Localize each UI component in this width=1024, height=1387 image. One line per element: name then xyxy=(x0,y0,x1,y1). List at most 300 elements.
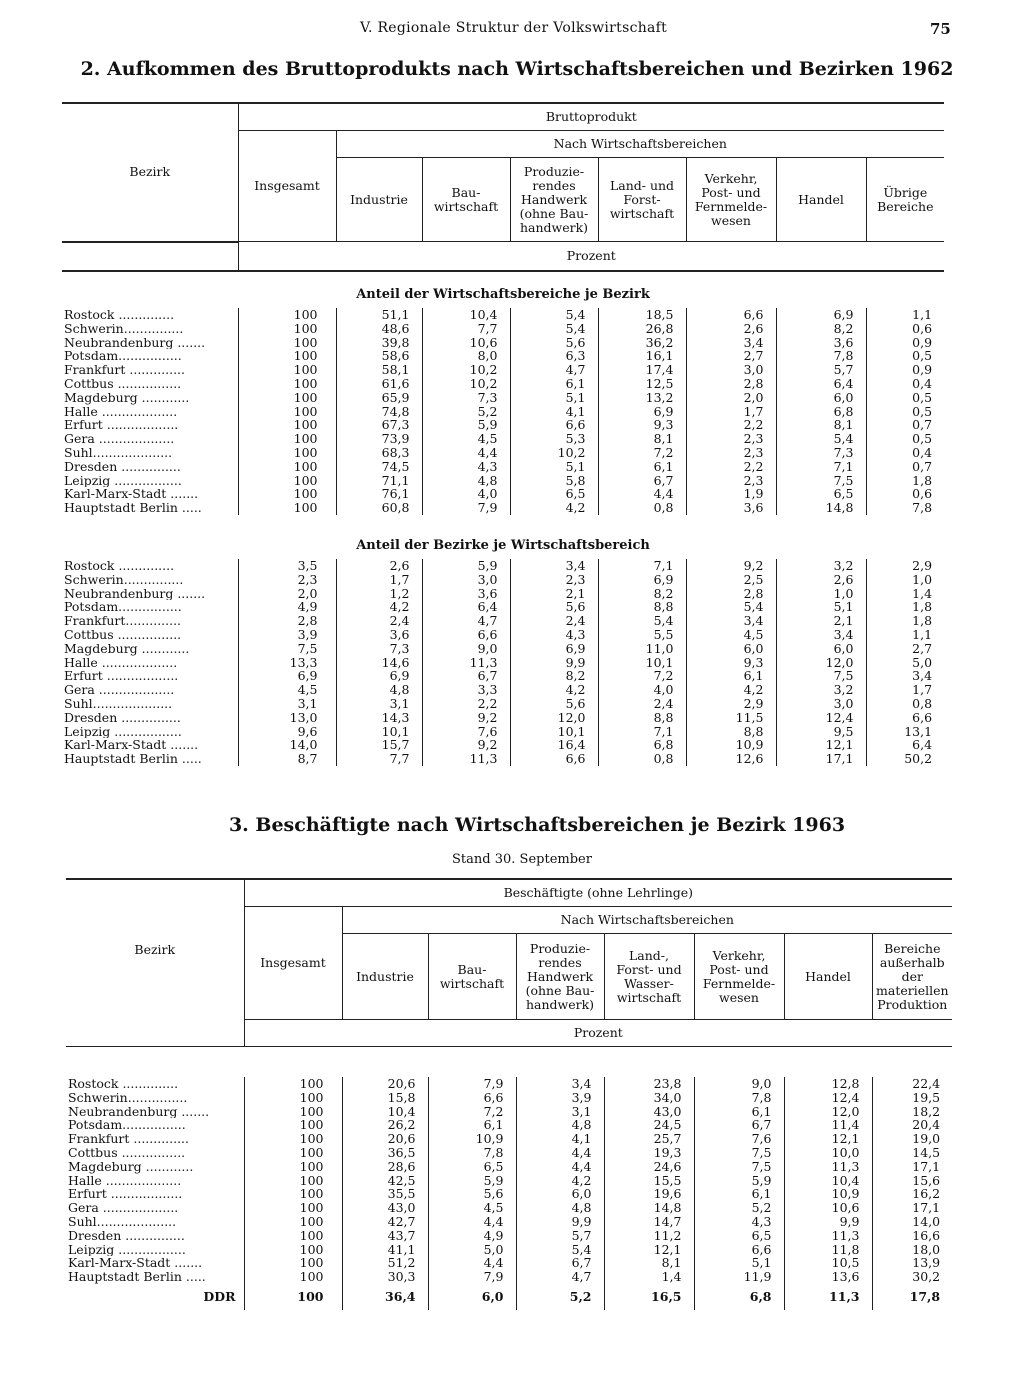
table-row xyxy=(62,600,944,614)
row-value: 12,4 xyxy=(776,711,866,725)
row-value: 10,6 xyxy=(422,336,510,350)
row-value: 42,5 xyxy=(342,1174,428,1188)
row-value: 4,7 xyxy=(422,614,510,628)
row-value: 2,5 xyxy=(686,573,776,587)
row-bezirk: Gera ................... xyxy=(64,432,175,446)
row-value: 4,4 xyxy=(598,487,686,501)
row-value: 6,5 xyxy=(428,1160,516,1174)
row-value: 6,9 xyxy=(598,405,686,419)
table-row xyxy=(62,573,944,587)
row-value: 14,5 xyxy=(872,1146,952,1160)
row-value: 9,0 xyxy=(422,642,510,656)
table-row xyxy=(62,501,944,515)
row-value: 58,1 xyxy=(336,363,422,377)
row-value: 4,2 xyxy=(510,683,598,697)
row-value: 4,1 xyxy=(510,405,598,419)
table-row xyxy=(62,405,944,419)
table2-title: 2. Aufkommen des Bruttoprodukts nach Wirtschaftsbereichen und Bezirken 1962 xyxy=(80,58,954,80)
table-row xyxy=(66,1160,952,1174)
row-value: 6,9 xyxy=(336,669,422,683)
table-row xyxy=(62,474,944,488)
row-value: 100 xyxy=(244,1132,342,1146)
table-row xyxy=(62,446,944,460)
table-row xyxy=(66,1243,952,1257)
row-value: 1,4 xyxy=(604,1270,694,1284)
row-value: 6,1 xyxy=(694,1187,784,1201)
row-value: 6,9 xyxy=(776,308,866,322)
row-value: 100 xyxy=(238,377,336,391)
table-row xyxy=(62,669,944,683)
row-value: 9,9 xyxy=(784,1215,872,1229)
row-value: 100 xyxy=(244,1118,342,1132)
row-value: 10,9 xyxy=(784,1187,872,1201)
row-bezirk: Suhl.................... xyxy=(64,696,173,711)
running-title: V. Regionale Struktur der Volkswirtschaft xyxy=(360,20,668,36)
row-value: 0,8 xyxy=(598,501,686,515)
row-value: 12,0 xyxy=(510,711,598,725)
row-value: 4,9 xyxy=(238,600,336,614)
row-value: 5,4 xyxy=(598,614,686,628)
row-value: 9,6 xyxy=(238,725,336,739)
row-value: 3,1 xyxy=(516,1105,604,1119)
row-value: 13,0 xyxy=(238,711,336,725)
table3-header-col: Handel xyxy=(784,934,872,1020)
row-bezirk: Neubrandenburg ....... xyxy=(64,335,206,350)
row-value: 11,3 xyxy=(422,656,510,670)
row-value: 5,2 xyxy=(422,405,510,419)
row-value: 14,8 xyxy=(776,501,866,515)
row-value: 58,6 xyxy=(336,349,422,363)
table2-header-col: Verkehr, Post- und Fernmelde- wesen xyxy=(686,158,776,242)
row-value: 7,8 xyxy=(694,1091,784,1105)
row-value: 10,1 xyxy=(598,656,686,670)
row-value: 4,4 xyxy=(516,1146,604,1160)
row-bezirk: Hauptstadt Berlin ..... xyxy=(68,1270,206,1284)
row-value: 4,3 xyxy=(422,460,510,474)
row-value: 5,8 xyxy=(510,474,598,488)
row-value: 8,1 xyxy=(604,1256,694,1270)
total-value: 6,0 xyxy=(428,1284,516,1310)
table-row xyxy=(62,460,944,474)
row-value: 30,2 xyxy=(872,1270,952,1284)
row-bezirk: Frankfurt.............. xyxy=(64,614,182,628)
row-value: 10,5 xyxy=(784,1256,872,1270)
row-bezirk: Leipzig ................. xyxy=(64,724,182,739)
row-value: 6,5 xyxy=(776,487,866,501)
row-value: 11,3 xyxy=(784,1229,872,1243)
row-value: 9,0 xyxy=(694,1077,784,1091)
table-row xyxy=(62,418,944,432)
row-value: 3,1 xyxy=(238,697,336,711)
row-value: 43,0 xyxy=(604,1105,694,1119)
row-value: 5,4 xyxy=(510,308,598,322)
row-value: 4,2 xyxy=(336,600,422,614)
row-value: 6,5 xyxy=(694,1229,784,1243)
row-value: 7,2 xyxy=(428,1105,516,1119)
row-value: 1,7 xyxy=(686,405,776,419)
row-value: 0,5 xyxy=(866,405,944,419)
row-value: 74,8 xyxy=(336,405,422,419)
row-value: 34,0 xyxy=(604,1091,694,1105)
row-value: 4,3 xyxy=(510,628,598,642)
table-row xyxy=(62,391,944,405)
table-row xyxy=(66,1118,952,1132)
row-value: 3,6 xyxy=(686,501,776,515)
row-value: 6,7 xyxy=(422,669,510,683)
table3-title: 3. Beschäftigte nach Wirtschaftsbereichen je Bezirk 1963 xyxy=(228,814,846,836)
row-value: 1,0 xyxy=(866,573,944,587)
row-value: 14,0 xyxy=(238,738,336,752)
row-bezirk: Potsdam................ xyxy=(64,349,182,364)
row-value: 1,0 xyxy=(776,587,866,601)
row-value: 12,1 xyxy=(776,738,866,752)
row-bezirk: Rostock .............. xyxy=(64,558,175,573)
table-row xyxy=(66,1132,952,1146)
row-value: 100 xyxy=(238,501,336,515)
row-value: 12,4 xyxy=(784,1091,872,1105)
total-value: 5,2 xyxy=(516,1284,604,1310)
table-row xyxy=(62,363,944,377)
row-value: 4,7 xyxy=(510,363,598,377)
table3-header-col: Industrie xyxy=(342,934,428,1020)
row-value: 5,6 xyxy=(510,336,598,350)
row-value: 24,6 xyxy=(604,1160,694,1174)
row-value: 6,5 xyxy=(510,487,598,501)
total-label: DDR xyxy=(203,1288,236,1304)
row-value: 4,4 xyxy=(428,1256,516,1270)
row-value: 17,1 xyxy=(776,752,866,766)
row-bezirk: Schwerin............... xyxy=(68,1090,188,1105)
row-value: 25,7 xyxy=(604,1132,694,1146)
row-value: 7,3 xyxy=(336,642,422,656)
row-value: 30,3 xyxy=(342,1270,428,1284)
table-row xyxy=(62,628,944,642)
row-bezirk: Karl-Marx-Stadt ....... xyxy=(68,1256,203,1271)
row-value: 1,8 xyxy=(866,600,944,614)
row-value: 5,7 xyxy=(776,363,866,377)
row-value: 11,3 xyxy=(784,1160,872,1174)
row-value: 6,1 xyxy=(694,1105,784,1119)
row-value: 4,5 xyxy=(428,1201,516,1215)
row-value: 2,7 xyxy=(686,349,776,363)
row-value: 12,1 xyxy=(604,1243,694,1257)
row-value: 19,0 xyxy=(872,1132,952,1146)
table-row xyxy=(66,1229,952,1243)
table2-header-subgroup: Nach Wirtschaftsbereichen xyxy=(336,131,944,158)
row-value: 7,9 xyxy=(428,1270,516,1284)
row-value: 12,0 xyxy=(776,656,866,670)
row-value: 100 xyxy=(244,1243,342,1257)
row-value: 5,1 xyxy=(776,600,866,614)
row-value: 11,4 xyxy=(784,1118,872,1132)
row-value: 2,6 xyxy=(686,322,776,336)
table-row xyxy=(62,725,944,739)
table2-header-col: Handel xyxy=(776,158,866,242)
row-value: 18,5 xyxy=(598,308,686,322)
table2-header-col: Übrige Bereiche xyxy=(866,158,944,242)
row-value: 100 xyxy=(238,308,336,322)
row-value: 4,7 xyxy=(516,1270,604,1284)
row-value: 4,5 xyxy=(238,683,336,697)
row-value: 10,6 xyxy=(784,1201,872,1215)
row-value: 3,4 xyxy=(516,1077,604,1091)
row-value: 20,6 xyxy=(342,1132,428,1146)
row-value: 7,9 xyxy=(422,501,510,515)
row-value: 6,9 xyxy=(598,573,686,587)
row-value: 10,4 xyxy=(784,1174,872,1188)
table-row xyxy=(66,1174,952,1188)
row-value: 100 xyxy=(238,363,336,377)
row-value: 3,6 xyxy=(776,336,866,350)
row-value: 6,0 xyxy=(516,1187,604,1201)
running-head xyxy=(0,20,1024,42)
row-value: 2,4 xyxy=(598,697,686,711)
row-value: 14,8 xyxy=(604,1201,694,1215)
row-value: 1,2 xyxy=(336,587,422,601)
row-value: 7,8 xyxy=(428,1146,516,1160)
row-value: 2,4 xyxy=(510,614,598,628)
row-value: 3,5 xyxy=(238,559,336,573)
row-value: 74,5 xyxy=(336,460,422,474)
row-value: 6,1 xyxy=(428,1118,516,1132)
row-value: 4,0 xyxy=(598,683,686,697)
row-value: 24,5 xyxy=(604,1118,694,1132)
row-bezirk: Halle ................... xyxy=(64,404,178,419)
row-bezirk: Erfurt .................. xyxy=(64,418,179,433)
total-value: 16,5 xyxy=(604,1284,694,1310)
row-value: 11,3 xyxy=(422,752,510,766)
row-bezirk: Neubrandenburg ....... xyxy=(68,1104,210,1119)
table3-header-col: Bereiche außerhalb der materiellen Produktion xyxy=(872,934,952,1020)
row-value: 10,4 xyxy=(422,308,510,322)
row-value: 17,1 xyxy=(872,1160,952,1174)
row-value: 5,3 xyxy=(510,432,598,446)
row-value: 8,1 xyxy=(776,418,866,432)
row-value: 5,1 xyxy=(694,1256,784,1270)
row-value: 5,6 xyxy=(510,697,598,711)
table-row xyxy=(66,1091,952,1105)
row-value: 4,2 xyxy=(686,683,776,697)
table3-header-col: Bau- wirtschaft xyxy=(428,934,516,1020)
row-value: 4,4 xyxy=(516,1160,604,1174)
row-value: 20,4 xyxy=(872,1118,952,1132)
table2-header-bezirk: Bezirk xyxy=(62,103,238,242)
table-row xyxy=(66,1187,952,1201)
row-value: 73,9 xyxy=(336,432,422,446)
row-value: 100 xyxy=(238,418,336,432)
table-row xyxy=(66,1256,952,1270)
row-value: 5,0 xyxy=(866,656,944,670)
row-value: 3,9 xyxy=(516,1091,604,1105)
row-value: 2,2 xyxy=(686,460,776,474)
table2-header-col: Produzie- rendes Handwerk (ohne Bau- handwerk) xyxy=(510,158,598,242)
row-bezirk: Rostock .............. xyxy=(68,1077,179,1091)
row-bezirk: Halle ................... xyxy=(64,655,178,670)
row-bezirk: Rostock .............. xyxy=(64,308,175,322)
row-value: 43,0 xyxy=(342,1201,428,1215)
row-value: 1,8 xyxy=(866,614,944,628)
row-value: 3,2 xyxy=(776,683,866,697)
row-value: 7,8 xyxy=(776,349,866,363)
row-value: 0,5 xyxy=(866,432,944,446)
row-value: 6,7 xyxy=(598,474,686,488)
row-value: 10,1 xyxy=(510,725,598,739)
row-value: 6,8 xyxy=(598,738,686,752)
row-value: 0,6 xyxy=(866,322,944,336)
row-value: 11,0 xyxy=(598,642,686,656)
row-bezirk: Schwerin............... xyxy=(64,321,184,336)
table-row xyxy=(62,614,944,628)
row-value: 5,9 xyxy=(422,418,510,432)
row-value: 7,2 xyxy=(598,446,686,460)
row-value: 0,4 xyxy=(866,446,944,460)
row-value: 7,8 xyxy=(866,501,944,515)
row-value: 19,6 xyxy=(604,1187,694,1201)
row-value: 4,8 xyxy=(516,1201,604,1215)
row-value: 10,0 xyxy=(784,1146,872,1160)
row-value: 6,1 xyxy=(686,669,776,683)
row-value: 28,6 xyxy=(342,1160,428,1174)
table-row xyxy=(62,656,944,670)
row-value: 6,9 xyxy=(238,669,336,683)
row-value: 10,4 xyxy=(342,1105,428,1119)
row-value: 13,1 xyxy=(866,725,944,739)
table-row xyxy=(62,349,944,363)
table-row xyxy=(62,322,944,336)
row-value: 6,8 xyxy=(776,405,866,419)
row-value: 3,6 xyxy=(336,628,422,642)
table2-section2-title: Anteil der Bezirke je Wirtschaftsbereich xyxy=(356,537,650,553)
row-value: 4,5 xyxy=(422,432,510,446)
row-bezirk: Dresden ............... xyxy=(64,710,181,725)
row-bezirk: Schwerin............... xyxy=(64,572,184,587)
table2-header-insgesamt: Insgesamt xyxy=(238,131,336,242)
row-value: 5,9 xyxy=(694,1174,784,1188)
row-value: 14,7 xyxy=(604,1215,694,1229)
row-value: 1,7 xyxy=(866,683,944,697)
row-bezirk: Gera ................... xyxy=(64,683,175,697)
row-value: 10,1 xyxy=(336,725,422,739)
total-value: 36,4 xyxy=(342,1284,428,1310)
table-row xyxy=(62,738,944,752)
row-value: 12,1 xyxy=(784,1132,872,1146)
row-value: 5,4 xyxy=(510,322,598,336)
row-value: 7,5 xyxy=(238,642,336,656)
row-value: 5,4 xyxy=(686,600,776,614)
table-row xyxy=(66,1201,952,1215)
row-value: 12,0 xyxy=(784,1105,872,1119)
row-value: 5,7 xyxy=(516,1229,604,1243)
row-value: 11,5 xyxy=(686,711,776,725)
row-value: 2,0 xyxy=(238,587,336,601)
row-value: 3,6 xyxy=(422,587,510,601)
row-value: 6,6 xyxy=(686,308,776,322)
total-row xyxy=(66,1284,952,1310)
row-value: 6,7 xyxy=(516,1256,604,1270)
row-value: 12,8 xyxy=(784,1077,872,1091)
row-value: 8,2 xyxy=(510,669,598,683)
row-value: 1,7 xyxy=(336,573,422,587)
row-value: 100 xyxy=(238,391,336,405)
row-bezirk: Leipzig ................. xyxy=(64,473,182,488)
row-value: 10,2 xyxy=(422,363,510,377)
row-value: 9,5 xyxy=(776,725,866,739)
table-row xyxy=(62,711,944,725)
row-bezirk: Potsdam................ xyxy=(64,600,182,615)
row-value: 6,0 xyxy=(686,642,776,656)
row-value: 5,0 xyxy=(428,1243,516,1257)
row-value: 0,7 xyxy=(866,460,944,474)
row-value: 6,0 xyxy=(776,642,866,656)
row-value: 6,6 xyxy=(510,418,598,432)
row-value: 100 xyxy=(238,322,336,336)
table-row xyxy=(62,336,944,350)
row-value: 100 xyxy=(238,349,336,363)
row-bezirk: Neubrandenburg ....... xyxy=(64,586,206,601)
row-value: 7,1 xyxy=(776,460,866,474)
row-value: 3,3 xyxy=(422,683,510,697)
row-value: 100 xyxy=(238,474,336,488)
row-value: 20,6 xyxy=(342,1077,428,1091)
row-value: 65,9 xyxy=(336,391,422,405)
row-value: 0,7 xyxy=(866,418,944,432)
table3-header-col: Produzie- rendes Handwerk (ohne Bau- handwerk) xyxy=(516,934,604,1020)
total-value: 6,8 xyxy=(694,1284,784,1310)
row-value: 6,6 xyxy=(694,1243,784,1257)
row-value: 0,9 xyxy=(866,336,944,350)
row-value: 16,4 xyxy=(510,738,598,752)
row-value: 4,0 xyxy=(422,487,510,501)
row-value: 2,3 xyxy=(686,446,776,460)
row-value: 8,2 xyxy=(598,587,686,601)
row-value: 1,4 xyxy=(866,587,944,601)
row-value: 100 xyxy=(244,1215,342,1229)
table-row xyxy=(62,683,944,697)
row-value: 100 xyxy=(244,1201,342,1215)
row-bezirk: Hauptstadt Berlin ..... xyxy=(64,501,202,515)
row-value: 7,9 xyxy=(428,1077,516,1091)
row-value: 19,5 xyxy=(872,1091,952,1105)
row-value: 36,5 xyxy=(342,1146,428,1160)
row-value: 3,0 xyxy=(422,573,510,587)
table3-header-group: Beschäftigte (ohne Lehrlinge) xyxy=(244,879,952,907)
row-value: 100 xyxy=(244,1174,342,1188)
row-value: 100 xyxy=(244,1146,342,1160)
row-value: 0,8 xyxy=(598,752,686,766)
row-value: 6,6 xyxy=(422,628,510,642)
row-value: 7,6 xyxy=(422,725,510,739)
table-row xyxy=(66,1105,952,1119)
row-value: 2,0 xyxy=(686,391,776,405)
row-value: 4,5 xyxy=(686,628,776,642)
row-value: 100 xyxy=(238,432,336,446)
row-value: 19,3 xyxy=(604,1146,694,1160)
row-value: 15,7 xyxy=(336,738,422,752)
row-value: 3,4 xyxy=(510,559,598,573)
row-value: 42,7 xyxy=(342,1215,428,1229)
row-bezirk: Frankfurt .............. xyxy=(68,1132,190,1146)
row-value: 68,3 xyxy=(336,446,422,460)
row-value: 5,9 xyxy=(428,1174,516,1188)
table-row xyxy=(62,697,944,711)
row-value: 16,1 xyxy=(598,349,686,363)
row-value: 7,3 xyxy=(776,446,866,460)
row-value: 76,1 xyxy=(336,487,422,501)
table-row xyxy=(66,1077,952,1091)
table3-header-col: Verkehr, Post- und Fernmelde- wesen xyxy=(694,934,784,1020)
row-value: 9,3 xyxy=(686,656,776,670)
row-value: 7,2 xyxy=(598,669,686,683)
